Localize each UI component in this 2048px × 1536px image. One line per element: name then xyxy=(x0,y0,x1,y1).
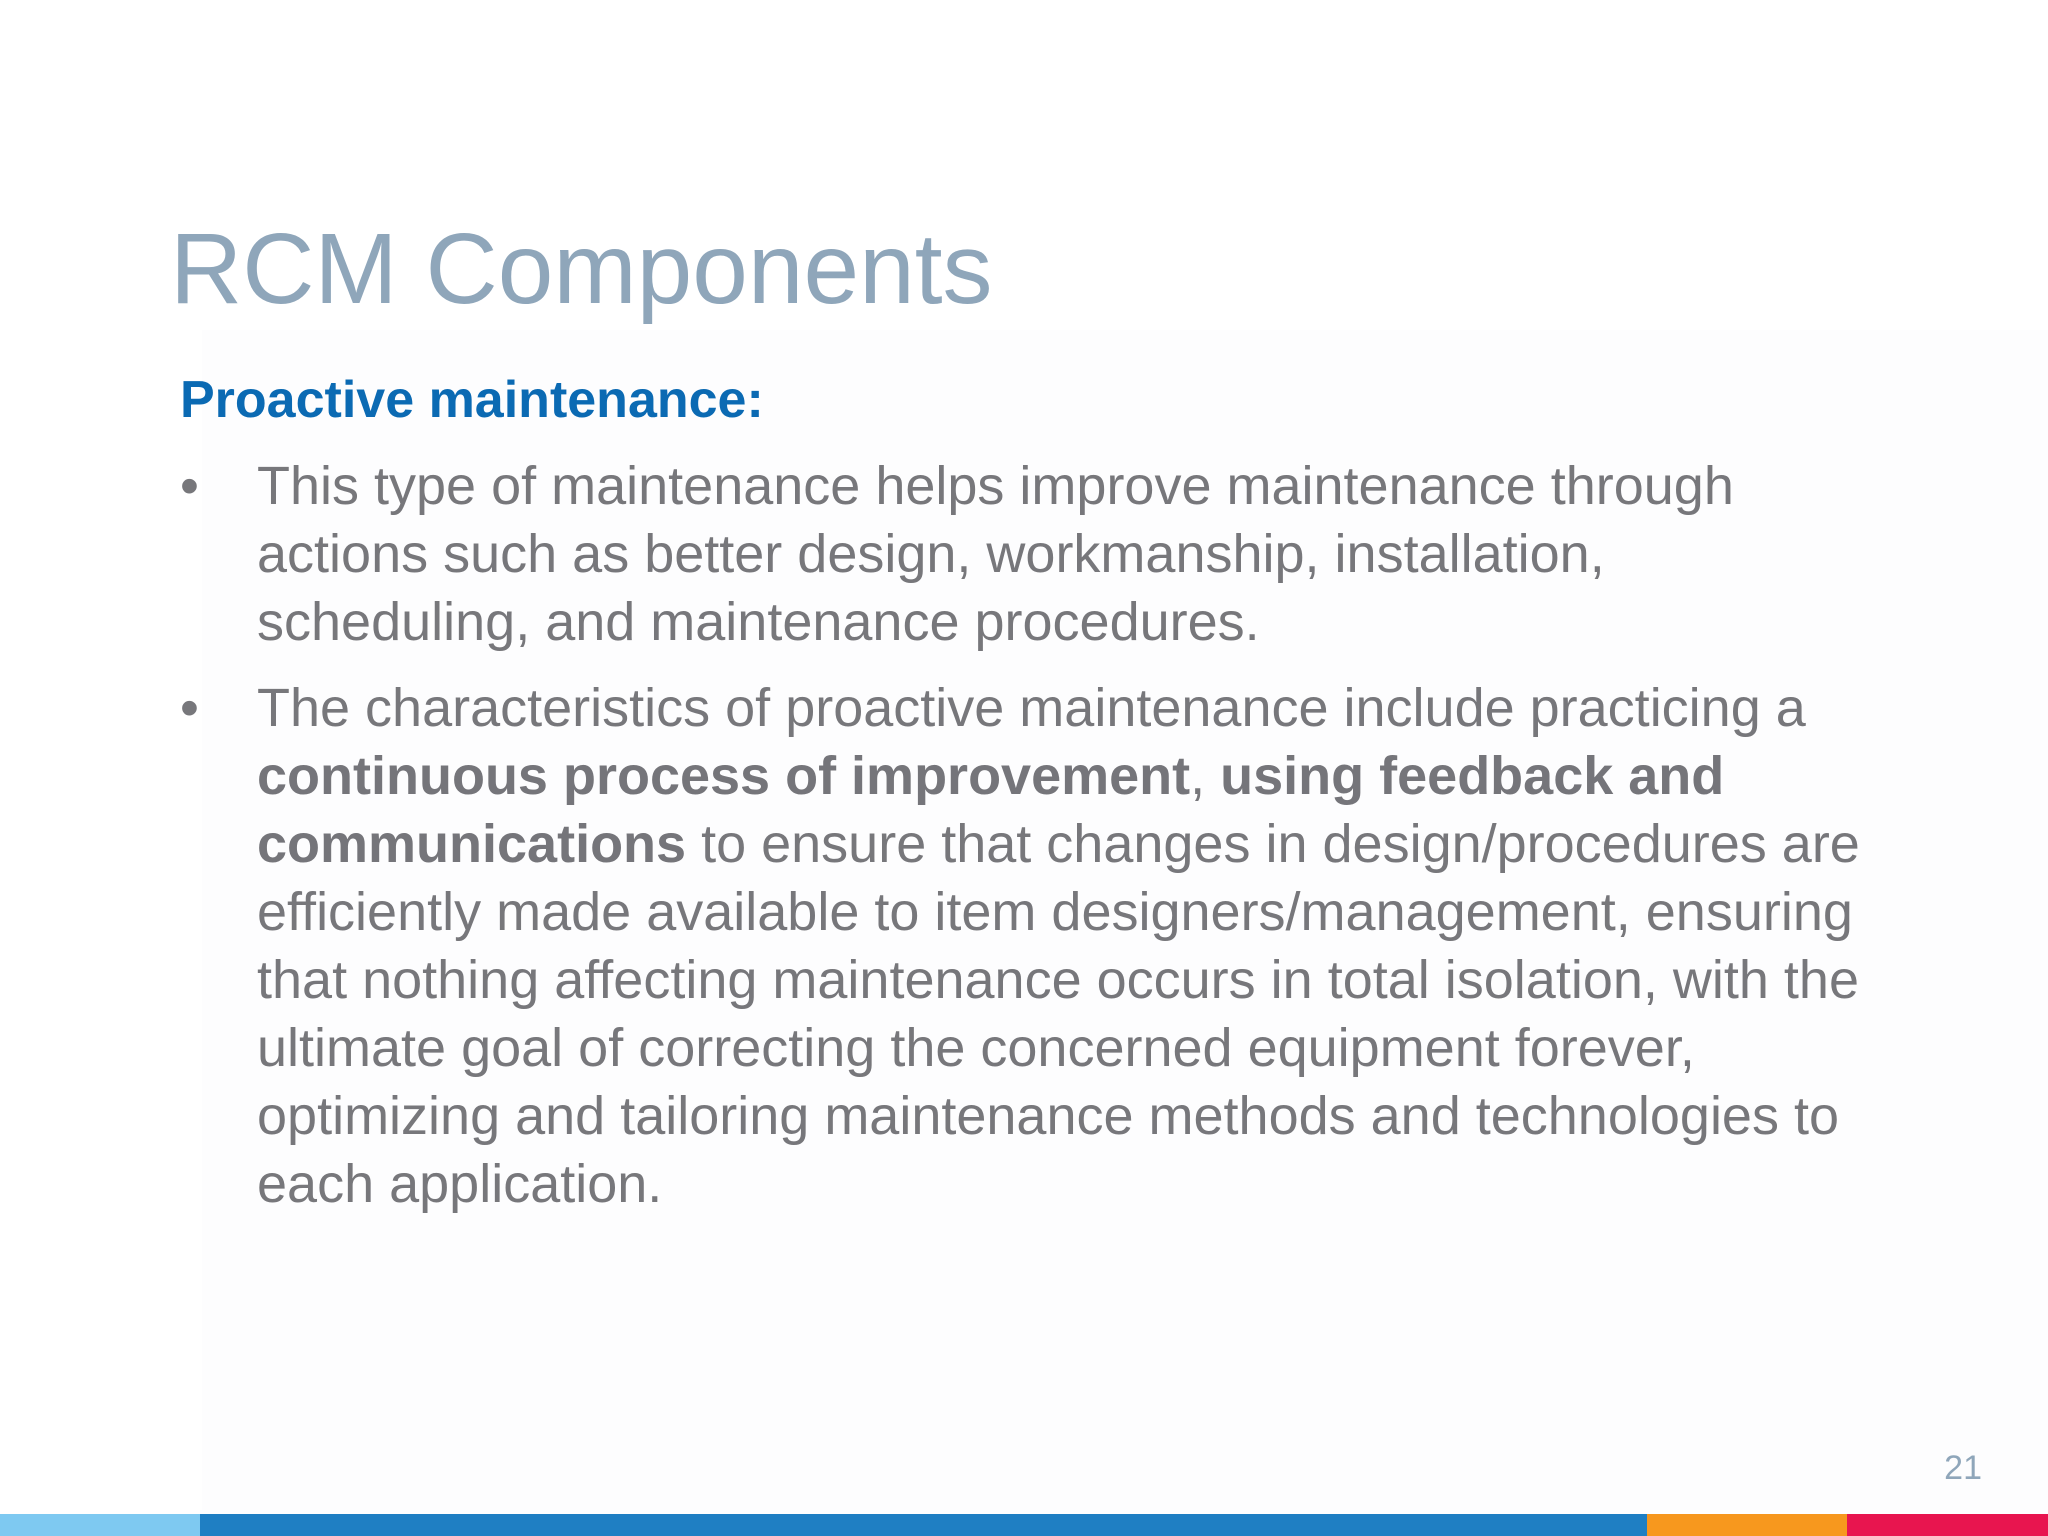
page-number: 21 xyxy=(1944,1449,1982,1487)
bullet-text xyxy=(257,456,1734,652)
bullet-text-segment: This type of maintenance helps improve maintenance through actions such as better design, workmanship, installation, scheduling, and maintenance procedures. xyxy=(257,456,1734,652)
bullet-item xyxy=(180,674,1860,1218)
footer-segment-blue xyxy=(200,1514,1647,1536)
bullet-list xyxy=(180,452,1860,1236)
bullet-marker: • xyxy=(180,456,199,516)
footer-segment-orange xyxy=(1647,1514,1847,1536)
bullet-text-segment: The characteristics of proactive maintenance include practicing a xyxy=(257,678,1806,738)
bullet-marker: • xyxy=(180,678,199,738)
section-subheading: Proactive maintenance: xyxy=(180,371,764,429)
footer-segment-light-blue xyxy=(0,1514,200,1536)
bullet-item xyxy=(180,452,1860,656)
footer-color-bar xyxy=(0,1514,2048,1536)
bullet-text-emphasis: continuous process of improvement xyxy=(257,746,1191,806)
bullet-text-segment: , xyxy=(1190,746,1221,806)
bullet-text xyxy=(257,678,1860,1214)
slide-title: RCM Components xyxy=(170,213,993,325)
bullet-text-emphasis: using feedback and communications xyxy=(257,746,1725,874)
bullet-text-segment: to ensure that changes in design/procedures are efficiently made available to item designers/management, ensuring that nothing affecting maintenance occurs in total isolation, with the ultimate goal of correcting the concerned equipment forever, optimizing and tailoring maintenance methods and technologies to each application. xyxy=(257,814,1860,1214)
footer-segment-pink xyxy=(1847,1514,2048,1536)
